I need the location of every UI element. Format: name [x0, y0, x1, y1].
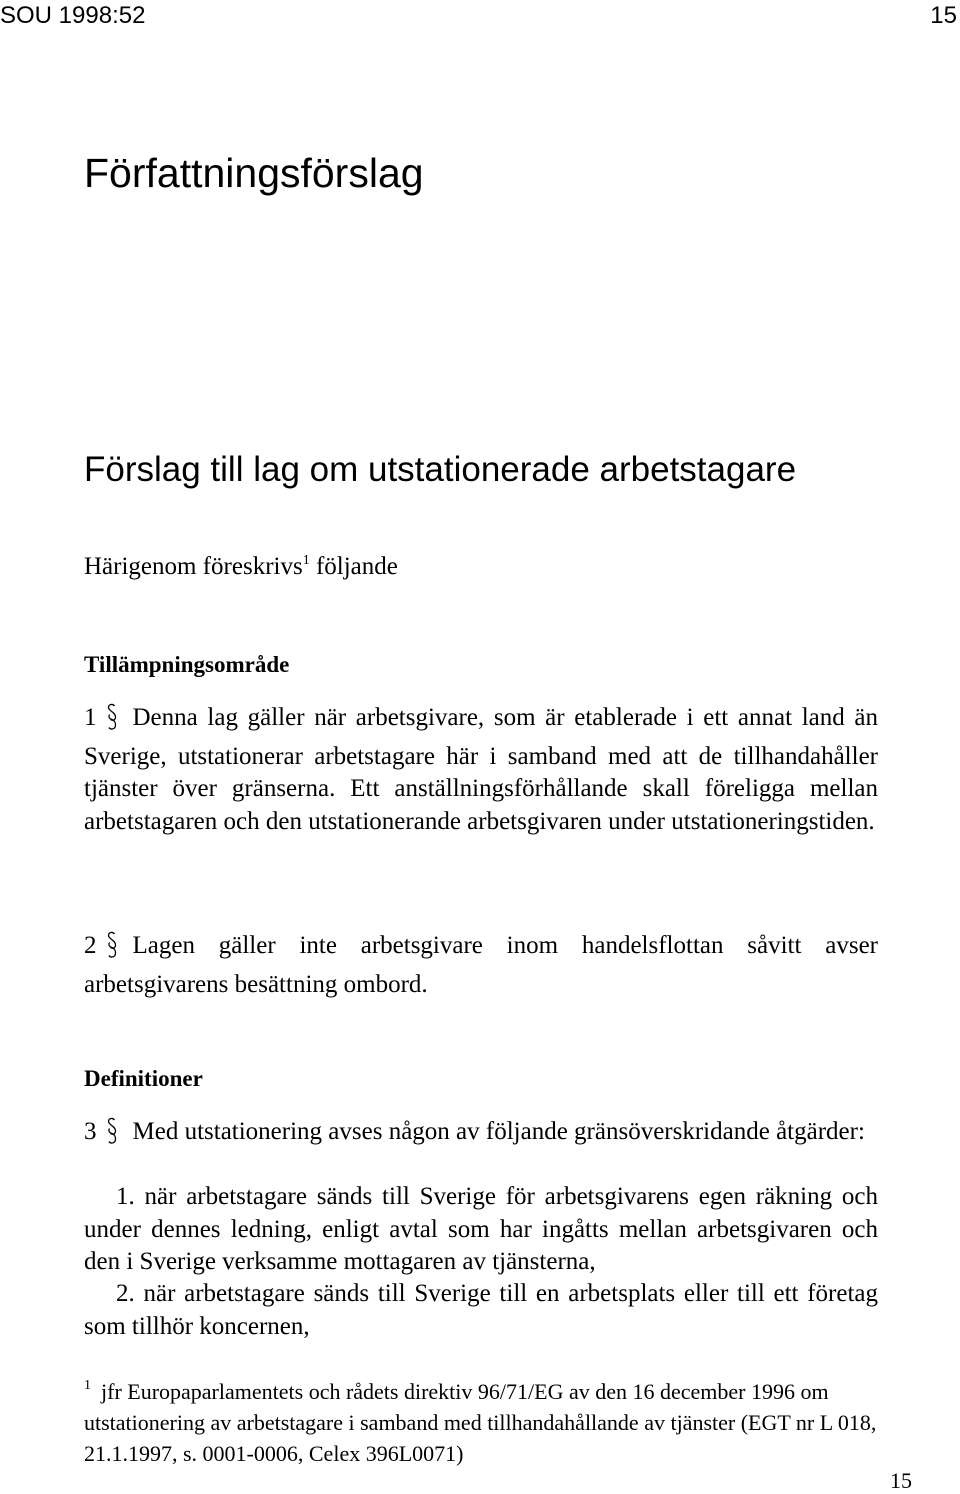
section-sign-icon	[107, 703, 117, 741]
section-heading-scope: Tillämpningsområde	[84, 652, 290, 677]
law-proposal-title: Förslag till lag om utstationerade arbetstagare	[84, 450, 797, 489]
enactment-text: Härigenom föreskrivs	[84, 553, 303, 580]
paragraph-2	[84, 930, 878, 1001]
footnote	[84, 1376, 904, 1469]
paragraph-number: 2	[84, 932, 97, 959]
paragraph-number: 1	[84, 704, 97, 731]
paragraph-1-text: Denna lag gäller när arbetsgivare, som är etablerade i ett annat land än Sverige, utstationerar arbetstagare här i samband med att de tillhandahåller tjänster över gränserna. Ett anställningsförhållande skall föreligga mellan arbetstagaren och den utstationerande arbetsgivaren under utstationeringstiden.	[84, 704, 878, 835]
list-item-1: 1. när arbetstagare sänds till Sverige för arbetsgivarens egen räkning och under dennes ledning, enligt avtal som har ingåtts mellan arbetsgivaren och den i Sverige verksamme mottagaren av tjänsterna,	[84, 1183, 878, 1275]
paragraph-1	[84, 702, 878, 838]
footnote-text: jfr Europaparlamentets och rådets direktiv 96/71/EG av den 16 december 1996 om utstationering av arbetstagare i samband med tillhandahållande av tjänster (EGT nr L 018, 21.1.1997, s. 0001-0006, Celex 396L0071)	[84, 1379, 877, 1466]
list-item-2: 2. när arbetstagare sänds till Sverige till en arbetsplats eller till ett företag som tillhör koncernen,	[84, 1280, 878, 1340]
paragraph-3	[84, 1116, 878, 1155]
footnote-reference: 1	[302, 553, 310, 568]
section-heading-definitions: Definitioner	[84, 1066, 203, 1091]
paragraph-2-text: Lagen gäller inte arbetsgivare inom handelsflottan såvitt avser arbetsgivarens besättning ombord.	[84, 932, 878, 998]
paragraph-number: 3	[84, 1118, 97, 1145]
section-sign-icon	[107, 1117, 117, 1155]
page-title: Författningsförslag	[84, 150, 424, 196]
running-header-document-id: SOU 1998:52	[0, 2, 146, 29]
footer-page-number: 15	[890, 1468, 912, 1493]
running-header-page-number: 15	[930, 2, 957, 29]
footnote-number: 1	[84, 1378, 91, 1393]
section-sign-icon	[107, 931, 117, 969]
enactment-text-after: följande	[315, 553, 398, 580]
enactment-clause	[84, 553, 398, 581]
paragraph-3-text: Med utstationering avses någon av följande gränsöverskridande åtgärder:	[132, 1118, 865, 1145]
